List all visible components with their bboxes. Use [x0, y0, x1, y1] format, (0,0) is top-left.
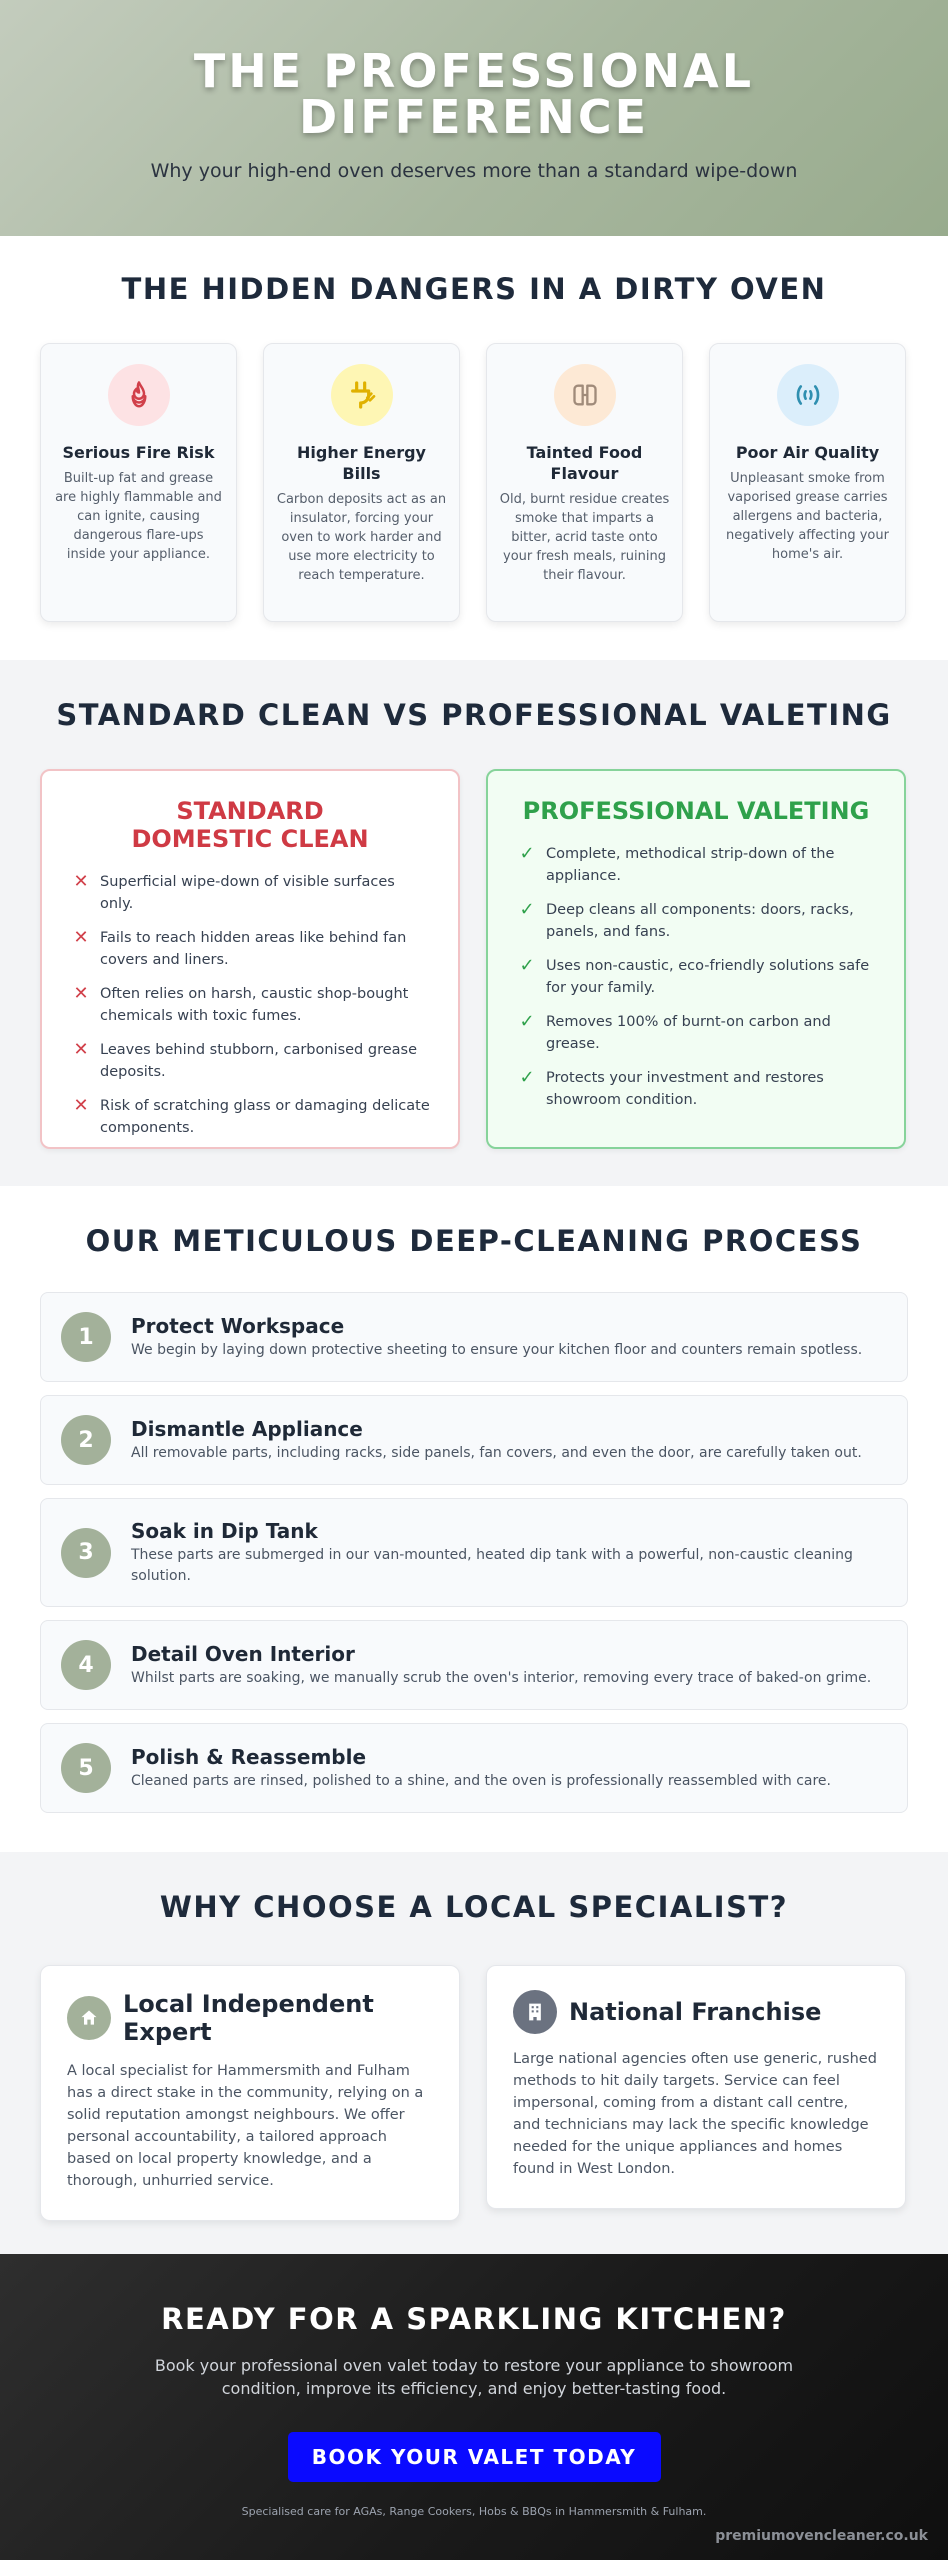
local-grid: [40, 1965, 908, 2221]
check-icon: ✓: [519, 1067, 535, 1088]
local-expert-text: A local specialist for Hammersmith and Fulham has a direct stake in the community, relying on a solid reputation amongst neighbours. We offer personal accountability, a tailored approach based on local property knowledge, and a thorough, unhurried service.: [67, 2063, 424, 2189]
danger-card-title: Serious Fire Risk: [62, 443, 215, 462]
cross-icon: ✕: [73, 1095, 89, 1116]
process-step: [40, 1620, 908, 1710]
list-item: ✕ Leaves behind stubborn, carbonised grease deposits.: [68, 1039, 432, 1083]
step-text: Whilst parts are soaking, we manually scrub the oven's interior, removing every trace of baked-on grime.: [131, 1669, 872, 1686]
compare-grid: [40, 769, 908, 1149]
danger-card-text: Built-up fat and grease are highly flammable and can ignite, causing dangerous flare-ups inside your appliance.: [55, 471, 222, 562]
step-number: 1: [61, 1312, 111, 1362]
check-icon: ✓: [519, 955, 535, 976]
step-text: These parts are submerged in our van-mounted, heated dip tank with a powerful, non-caustic cleaning solution.: [131, 1546, 853, 1584]
step-text: Cleaned parts are rinsed, polished to a shine, and the oven is professionally reassembled with care.: [131, 1772, 831, 1789]
process-title: OUR METICULOUS DEEP-CLEANING PROCESS: [85, 1224, 863, 1258]
list-item: ✓ Protects your investment and restores showroom condition.: [514, 1067, 878, 1111]
step-title: Polish & Reassemble: [131, 1744, 367, 1769]
standard-clean-card: [40, 769, 460, 1149]
list-item: ✓ Deep cleans all components: doors, racks, panels, and fans.: [514, 899, 878, 943]
danger-card-title: Higher Energy Bills: [297, 443, 426, 483]
dangers-title: THE HIDDEN DANGERS IN A DIRTY OVEN: [121, 272, 827, 306]
cta-title: READY FOR A SPARKLING KITCHEN?: [161, 2302, 787, 2336]
list-item: ✓ Removes 100% of burnt-on carbon and grease.: [514, 1011, 878, 1055]
flame-icon: [108, 364, 170, 426]
local-specialist-section: [0, 1852, 948, 2254]
danger-card-fire: [40, 343, 237, 622]
local-expert-card: [40, 1965, 460, 2221]
local-title: WHY CHOOSE A LOCAL SPECIALIST?: [159, 1890, 789, 1924]
cross-icon: ✕: [73, 871, 89, 892]
site-domain: premiumovencleaner.co.uk: [715, 2528, 928, 2544]
professional-valeting-title: PROFESSIONAL VALETING: [522, 797, 870, 825]
hero-title: THE PROFESSIONAL DIFFERENCE: [193, 44, 755, 144]
danger-card-text: Old, burnt residue creates smoke that imparts a bitter, acrid taste onto your fresh meals, ruining their flavour.: [499, 492, 670, 583]
standard-clean-list: [68, 871, 432, 1139]
step-number: 2: [61, 1415, 111, 1465]
building-icon: [513, 1990, 557, 2034]
danger-card-title: Poor Air Quality: [735, 443, 880, 462]
check-icon: ✓: [519, 1011, 535, 1032]
step-text: All removable parts, including racks, side panels, fan covers, and even the door, are carefully taken out.: [131, 1444, 862, 1461]
book-valet-button[interactable]: BOOK YOUR VALET TODAY: [288, 2432, 661, 2482]
plug-icon: [331, 364, 393, 426]
cross-icon: ✕: [73, 1039, 89, 1060]
step-number: 3: [61, 1528, 111, 1578]
process-step: [40, 1723, 908, 1813]
air-waves-icon: [777, 364, 839, 426]
hamburger-icon: [554, 364, 616, 426]
compare-section: [0, 660, 948, 1186]
process-step: [40, 1395, 908, 1485]
cta-section: [0, 2254, 948, 2560]
professional-valeting-card: [486, 769, 906, 1149]
cross-icon: ✕: [73, 983, 89, 1004]
dangers-grid: [40, 343, 908, 622]
process-step: [40, 1292, 908, 1382]
step-title: Detail Oven Interior: [131, 1641, 355, 1666]
danger-card-text: Carbon deposits act as an insulator, forcing your oven to work harder and use more electricity to reach temperature.: [276, 492, 447, 583]
hero-subtitle: Why your high-end oven deserves more than a standard wipe-down: [150, 160, 798, 182]
list-item: ✕ Superficial wipe-down of visible surfaces only.: [68, 871, 432, 915]
process-step: [40, 1498, 908, 1607]
cross-icon: ✕: [73, 927, 89, 948]
check-icon: ✓: [519, 843, 535, 864]
professional-valeting-list: [514, 843, 878, 1111]
danger-card-title: Tainted Food Flavour: [526, 443, 643, 483]
danger-card-energy: [263, 343, 460, 622]
check-icon: ✓: [519, 899, 535, 920]
process-section: [0, 1186, 948, 1852]
hero-section: [0, 0, 948, 236]
danger-card-text: Unpleasant smoke from vaporised grease carries allergens and bacteria, negatively affecting your home's air.: [726, 471, 889, 562]
national-franchise-text: Large national agencies often use generic, rushed methods to hit daily targets. Service can feel impersonal, coming from a distant call centre, and technicians may lack the specific knowledge needed for the unique appliances and homes found in West London.: [513, 2051, 877, 2177]
step-number: 4: [61, 1640, 111, 1690]
cta-subtitle: Book your professional oven valet today to restore your appliance to showroom condition, improve its efficiency, and enjoy better-tasting food.: [154, 2356, 794, 2398]
list-item: ✕ Often relies on harsh, caustic shop-bought chemicals with toxic fumes.: [68, 983, 432, 1027]
step-number: 5: [61, 1743, 111, 1793]
danger-card-flavour: [486, 343, 683, 622]
cta-note: Specialised care for AGAs, Range Cookers, Hobs & BBQs in Hammersmith & Fulham.: [241, 2505, 707, 2518]
list-item: ✕ Fails to reach hidden areas like behind fan covers and liners.: [68, 927, 432, 971]
step-title: Protect Workspace: [131, 1313, 345, 1338]
dangers-section: [0, 236, 948, 660]
list-item: ✕ Risk of scratching glass or damaging delicate components.: [68, 1095, 432, 1139]
national-franchise-title: National Franchise: [569, 1998, 822, 2026]
process-steps: [40, 1292, 908, 1813]
danger-card-air: [709, 343, 906, 622]
local-expert-title: Local Independent Expert: [123, 1990, 374, 2046]
compare-title: STANDARD CLEAN VS PROFESSIONAL VALETING: [56, 698, 892, 732]
list-item: ✓ Uses non-caustic, eco-friendly solutions safe for your family.: [514, 955, 878, 999]
house-icon: [67, 1996, 111, 2040]
national-franchise-card: [486, 1965, 906, 2209]
standard-clean-title: STANDARD DOMESTIC CLEAN: [131, 797, 369, 853]
list-item: ✓ Complete, methodical strip-down of the appliance.: [514, 843, 878, 887]
step-text: We begin by laying down protective sheeting to ensure your kitchen floor and counters remain spotless.: [131, 1341, 863, 1358]
step-title: Soak in Dip Tank: [131, 1518, 318, 1543]
step-title: Dismantle Appliance: [131, 1416, 363, 1441]
